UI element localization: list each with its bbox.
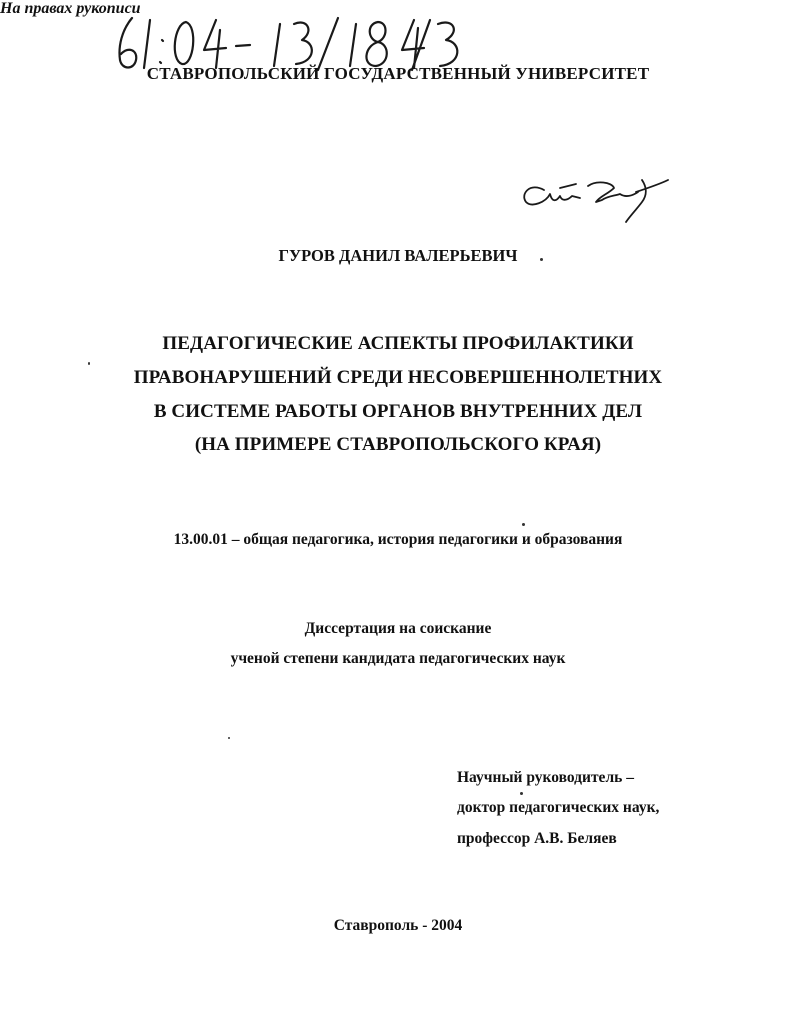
city-year: Ставрополь - 2004 — [333, 917, 463, 934]
dissertation-line: Диссертация на соискание — [304, 620, 492, 637]
specialty-code: 13.00.01 – общая педагогика, история педагогики и образования — [173, 531, 623, 548]
supervisor-line: Научный руководитель – — [457, 769, 634, 786]
scan-speck — [520, 792, 523, 795]
scan-speck — [88, 362, 90, 365]
title-line: ПРАВОНАРУШЕНИЙ СРЕДИ НЕСОВЕРШЕННОЛЕТНИХ — [133, 367, 663, 388]
dissertation-line: ученой степени кандидата педагогических наук — [230, 650, 566, 667]
scan-speck — [540, 258, 543, 261]
title-line: (НА ПРИМЕРЕ СТАВРОПОЛЬСКОГО КРАЯ) — [194, 434, 602, 455]
supervisor-line: профессор А.В. Беляев — [457, 830, 617, 847]
rights-note: На правах рукописи — [0, 0, 141, 17]
title-line: ПЕДАГОГИЧЕСКИЕ АСПЕКТЫ ПРОФИЛАКТИКИ — [162, 333, 634, 354]
title-line: В СИСТЕМЕ РАБОТЫ ОРГАНОВ ВНУТРЕННИХ ДЕЛ — [153, 401, 643, 422]
handwritten-signature — [516, 172, 676, 224]
supervisor-line: доктор педагогических наук, — [457, 799, 660, 816]
university-name: СТАВРОПОЛЬСКИЙ ГОСУДАРСТВЕННЫЙ УНИВЕРСИТЕТ — [146, 64, 650, 83]
scan-speck — [522, 523, 525, 526]
author-name: ГУРОВ ДАНИЛ ВАЛЕРЬЕВИЧ — [278, 246, 518, 265]
scan-speck — [228, 737, 230, 739]
